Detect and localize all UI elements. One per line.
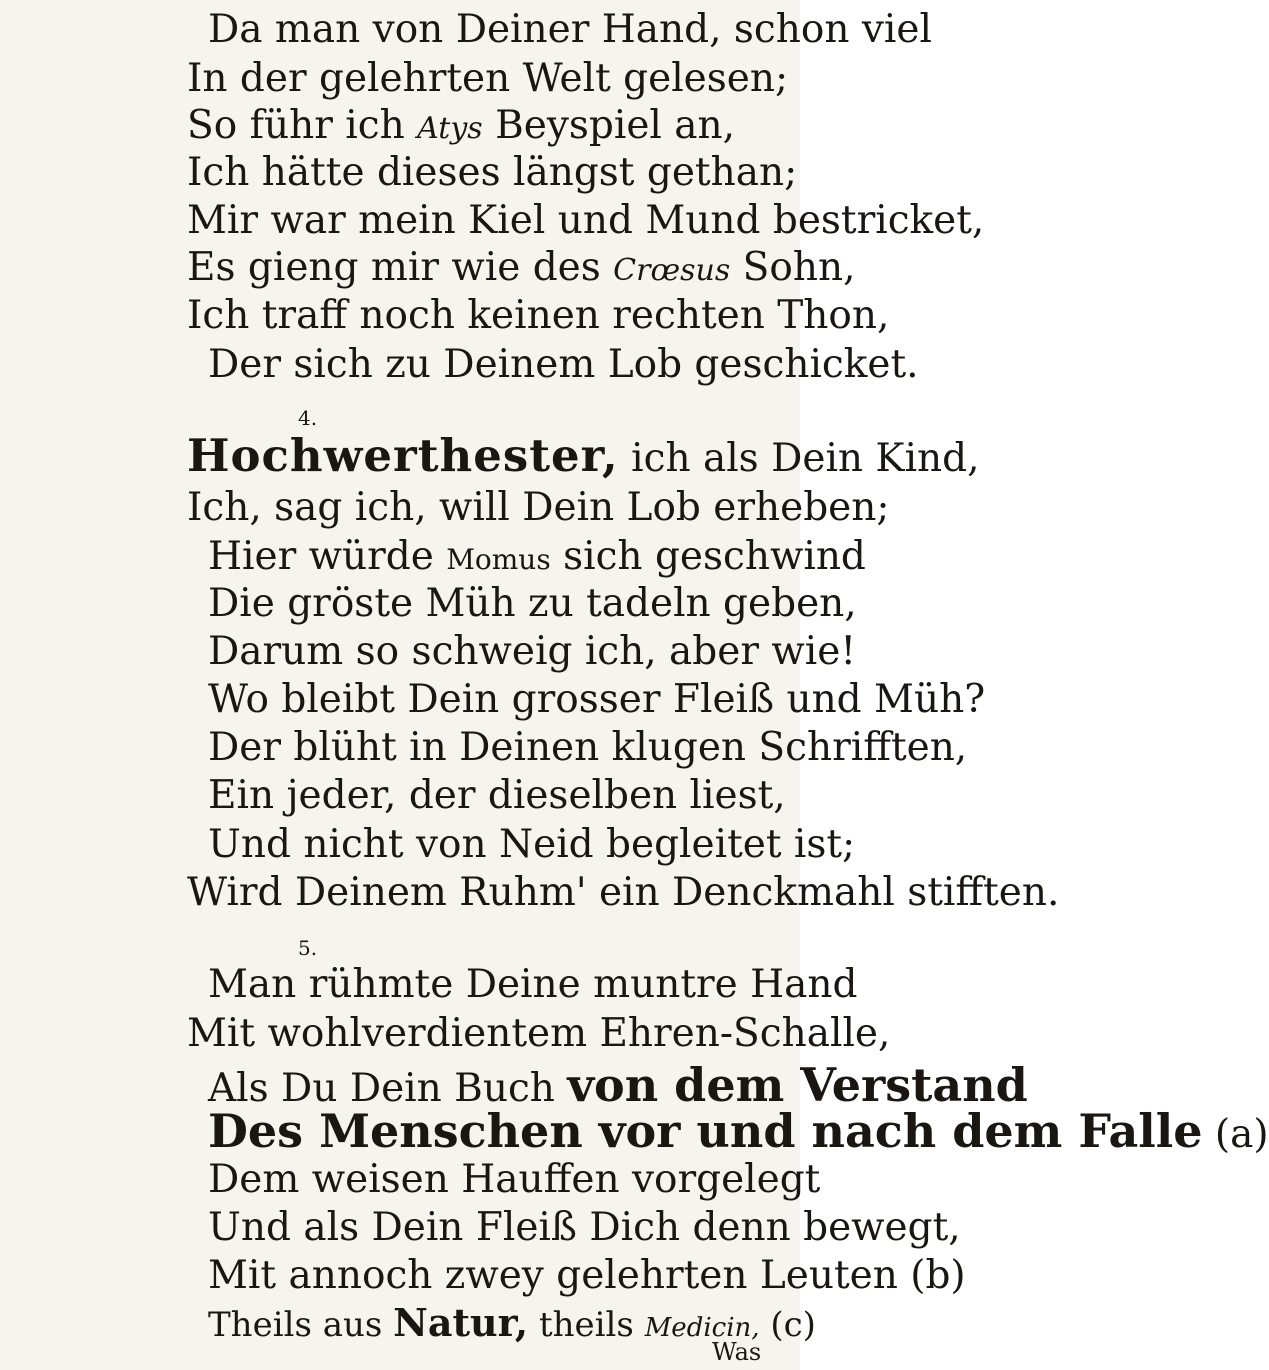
verse-line: Wo bleibt Dein grosser Fleiß und Müh? bbox=[208, 677, 986, 722]
verse-text: ich als Dein Kind, bbox=[631, 436, 980, 481]
verse-line bbox=[208, 1253, 966, 1298]
name-atys: Atys bbox=[417, 111, 483, 146]
verse-line bbox=[208, 1300, 816, 1345]
stanza-number: 5. bbox=[298, 936, 318, 960]
name-croesus: Crœsus bbox=[613, 253, 731, 288]
verse-line: Der sich zu Deinem Lob geschicket. bbox=[208, 342, 919, 387]
verse-line: Die gröste Müh zu tadeln geben, bbox=[208, 581, 857, 626]
verse-line bbox=[208, 1058, 1028, 1112]
name-momus: Momus bbox=[446, 543, 551, 576]
verse-line: Wird Deinem Ruhm' ein Denckmahl stifften. bbox=[187, 870, 1060, 915]
verse-line: Und nicht von Neid begleitet ist; bbox=[208, 822, 856, 867]
footnote-ref: (c) bbox=[770, 1305, 816, 1345]
emphasized-word: Natur, bbox=[393, 1300, 529, 1345]
verse-text: Als Du Dein Buch bbox=[208, 1066, 555, 1111]
verse-line bbox=[187, 429, 980, 482]
verse-line: Man rühmte Deine muntre Hand bbox=[208, 962, 858, 1007]
verse-line: Ich hätte dieses längst gethan; bbox=[187, 150, 798, 195]
stanza-number: 4. bbox=[298, 406, 318, 430]
emphasized-word: Medicin, bbox=[644, 1313, 760, 1343]
verse-text: theils bbox=[538, 1305, 634, 1345]
verse-line: In der gelehrten Welt gelesen; bbox=[187, 56, 789, 101]
verse-text: So führ ich bbox=[187, 103, 405, 148]
footnote-ref: (b) bbox=[910, 1253, 966, 1298]
verse-text: Hier würde bbox=[208, 534, 434, 579]
verse-line bbox=[208, 534, 866, 579]
verse-text: Sohn, bbox=[742, 245, 856, 290]
verse-line: Ein jeder, der dieselben liest, bbox=[208, 773, 786, 818]
footnote-ref: (a) bbox=[1214, 1112, 1269, 1157]
stanza-head-word: Hochwerthester, bbox=[187, 429, 619, 482]
emphasized-title: von dem Verstand bbox=[567, 1058, 1028, 1112]
verse-text: Es gieng mir wie des bbox=[187, 245, 601, 290]
verse-text: Theils aus bbox=[208, 1305, 383, 1345]
verse-line: Der blüht in Deinen klugen Schrifften, bbox=[208, 725, 968, 770]
verse-line: Ich, sag ich, will Dein Lob erheben; bbox=[187, 485, 890, 530]
verse-line: Und als Dein Fleiß Dich denn bewegt, bbox=[208, 1205, 961, 1250]
verse-line: Mit wohlverdientem Ehren-Schalle, bbox=[187, 1011, 891, 1056]
verse-line: Darum so schweig ich, aber wie! bbox=[208, 629, 856, 674]
verse-text: sich geschwind bbox=[563, 534, 866, 579]
verse-line bbox=[208, 1104, 1269, 1158]
verse-text: Beyspiel an, bbox=[495, 103, 736, 148]
verse-line: Dem weisen Hauffen vorgelegt bbox=[208, 1157, 821, 1202]
catchword: Was bbox=[712, 1338, 762, 1366]
verse-line: Mir war mein Kiel und Mund bestricket, bbox=[187, 198, 985, 243]
verse-text: Mit annoch zwey gelehrten Leuten bbox=[208, 1253, 898, 1298]
verse-line bbox=[187, 103, 736, 148]
verse-line: Ich traff noch keinen rechten Thon, bbox=[187, 293, 890, 338]
verse-line: Da man von Deiner Hand, schon viel bbox=[208, 7, 932, 52]
verse-line bbox=[187, 245, 856, 290]
emphasized-title: Des Menschen vor und nach dem Falle bbox=[208, 1104, 1203, 1158]
